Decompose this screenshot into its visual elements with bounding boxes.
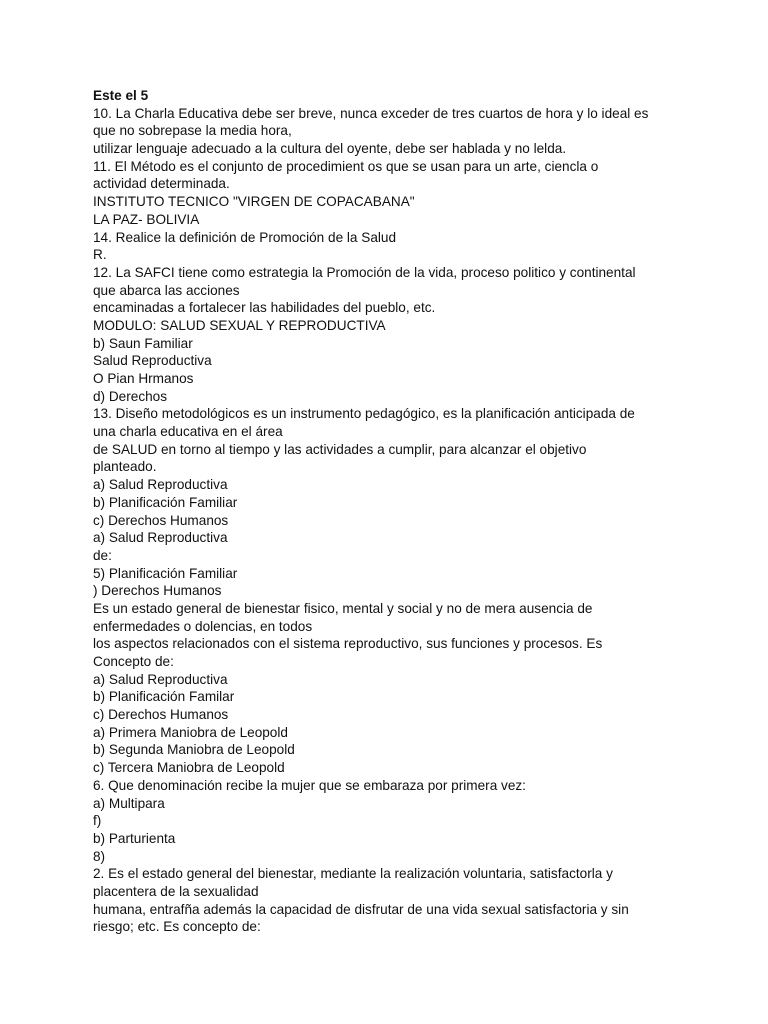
document-line: R. bbox=[93, 247, 107, 263]
document-line: riesgo; etc. Es concepto de: bbox=[93, 919, 261, 935]
document-line: enfermedades o dolencias, en todos bbox=[93, 618, 313, 634]
document-line: planteado. bbox=[93, 459, 157, 475]
document-line: c) Derechos Humanos bbox=[93, 512, 229, 528]
document-line: a) Salud Reproductiva bbox=[93, 530, 228, 546]
document-line: d) Derechos bbox=[93, 388, 168, 404]
document-line: 11. El Método es el conjunto de procedimient os que se usan para un arte, ciencla o bbox=[93, 158, 599, 174]
document-line: c) Tercera Maniobra de Leopold bbox=[93, 760, 285, 776]
document-line: placentera de la sexualidad bbox=[93, 883, 259, 899]
document-line: a) Salud Reproductiva bbox=[93, 671, 228, 687]
document-line: de SALUD en torno al tiempo y las actividades a cumplir, para alcanzar el objetivo bbox=[93, 441, 587, 457]
document-line: los aspectos relacionados con el sistema reproductivo, sus funciones y procesos. Es bbox=[93, 636, 603, 652]
document-line: LA PAZ- BOLIVIA bbox=[93, 211, 200, 227]
document-line: 2. Es el estado general del bienestar, mediante la realización voluntaria, satisfactorla y bbox=[93, 866, 613, 882]
document-line: utilizar lenguaje adecuado a la cultura del oyente, debe ser hablada y no lelda. bbox=[93, 141, 567, 157]
document-line: Es un estado general de bienestar fisico, mental y social y no de mera ausencia de bbox=[93, 600, 593, 616]
document-line: Salud Reproductiva bbox=[93, 353, 212, 369]
document-line: humana, entrafña además la capacidad de disfrutar de una vida sexual satisfactoria y sin bbox=[93, 901, 629, 917]
document-line: 8) bbox=[93, 848, 106, 864]
document-line: Concepto de: bbox=[93, 654, 174, 669]
document-line: actividad determinada. bbox=[93, 176, 230, 192]
document-line: b) Planificación Familiar bbox=[93, 494, 238, 510]
document-line: una charla educativa en el área bbox=[93, 424, 283, 440]
document-line: b) Segunda Maniobra de Leopold bbox=[93, 742, 295, 758]
document-line: b) Planificación Familar bbox=[93, 689, 235, 705]
document-line: 10. La Charla Educativa debe ser breve, nunca exceder de tres cuartos de hora y lo ideal es bbox=[93, 105, 649, 121]
document-line: c) Derechos Humanos bbox=[93, 707, 229, 723]
document-line: f) bbox=[93, 813, 102, 829]
document-line: a) Multipara bbox=[93, 795, 165, 811]
document-line: MODULO: SALUD SEXUAL Y REPRODUCTIVA bbox=[93, 317, 386, 333]
document-line: encaminadas a fortalecer las habilidades del pueblo, etc. bbox=[93, 300, 436, 316]
document-line: b) Saun Familiar bbox=[93, 335, 193, 351]
document-line: de: bbox=[93, 547, 112, 563]
document-line: ) Derechos Humanos bbox=[93, 583, 222, 599]
document-line: O Pian Hrmanos bbox=[93, 371, 194, 386]
document-line: a) Primera Maniobra de Leopold bbox=[93, 724, 288, 740]
document-line: b) Parturienta bbox=[93, 830, 176, 846]
document-line: 12. La SAFCI tiene como estrategia la Promoción de la vida, proceso politico y continental bbox=[93, 264, 636, 280]
document-heading: Este el 5 bbox=[93, 88, 149, 103]
document-line: 5) Planificación Familiar bbox=[93, 565, 238, 581]
document-line: a) Salud Reproductiva bbox=[93, 477, 228, 493]
document-line: INSTITUTO TECNICO "VIRGEN DE COPACABANA" bbox=[93, 194, 415, 210]
document-line: que abarca las acciones bbox=[93, 282, 240, 298]
document-line: 14. Realice la definición de Promoción de la Salud bbox=[93, 229, 397, 245]
document-line: 13. Diseño metodológicos es un instrumento pedagógico, es la planificación anticipada de bbox=[93, 406, 635, 422]
document-line: 6. Que denominación recibe la mujer que se embaraza por primera vez: bbox=[93, 777, 526, 793]
document-body bbox=[93, 87, 678, 936]
document-line: que no sobrepase la media hora, bbox=[93, 123, 292, 139]
